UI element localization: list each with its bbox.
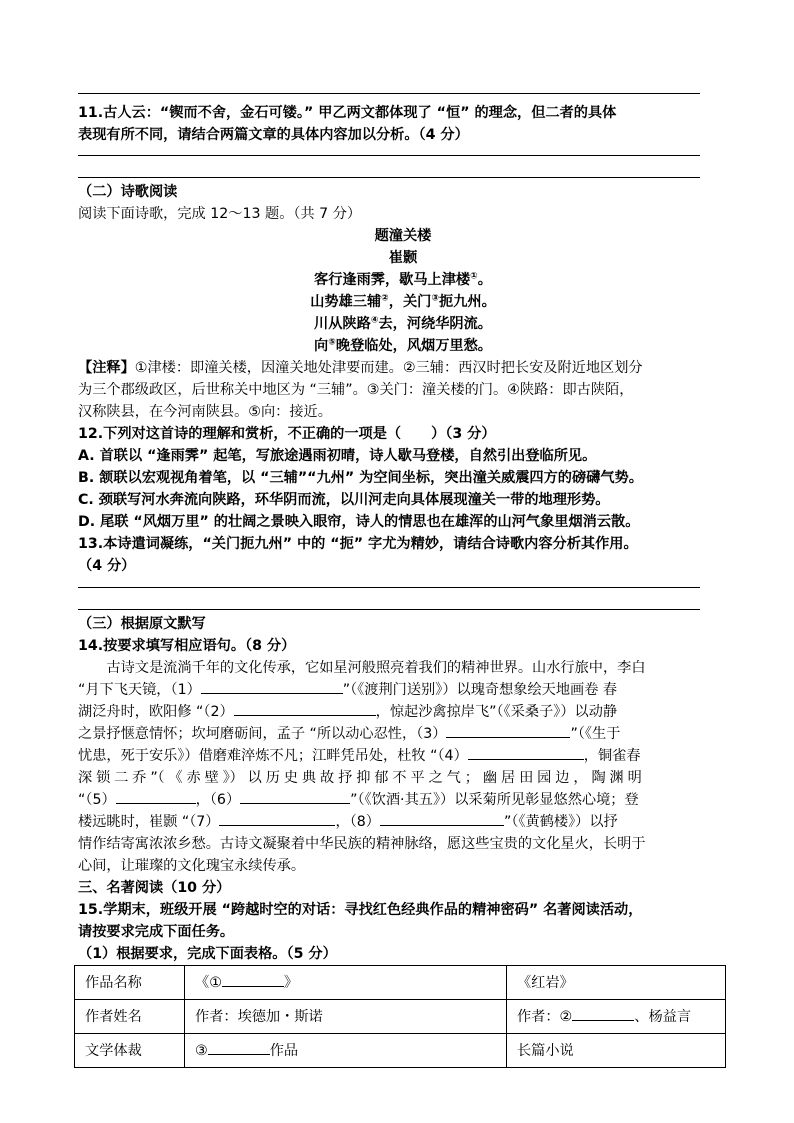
q12-option-c: C. 颈联写河水奔流向陕路，环华阴而流，以川河走向具体展现潼关一带的地理形势。 bbox=[78, 492, 610, 508]
poem-line: 客行逢雨霁，歇马上津楼①。 bbox=[314, 271, 492, 288]
q15-stem: 15.学期末，班级开展 “跨越时空的对话：寻找红色经典作品的精神密码” 名著阅读活动， bbox=[78, 902, 643, 918]
q14-passage: 深 锁 二 乔 ”（ 《 赤 壁 》） 以 历 史 典 故 抒 抑 郁 不 平 之 气 ； 幽 居 田 园 边 ， 陶 渊 明 bbox=[78, 770, 642, 786]
fill-blank-2[interactable] bbox=[234, 701, 376, 716]
poem-title: 题潼关楼 bbox=[374, 228, 432, 244]
poem-notes: 汉称陕县，在今河南陕县。⑤向：接近。 bbox=[78, 404, 332, 420]
answer-line bbox=[78, 609, 700, 610]
recite-section-title: （三）根据原文默写 bbox=[78, 616, 206, 632]
poem-notes: 为三个郡级政区，后世称关中地区为 “三辅”。③关门：潼关楼的门。④陕路：即古陕陌， bbox=[78, 382, 634, 398]
q15-sub1: （1）根据要求，完成下面表格。（5 分） bbox=[78, 946, 337, 962]
table-cell: 作者：② 、杨益言 bbox=[506, 1000, 725, 1034]
q11-stem: 表现有所不同，请结合两篇文章的具体内容加以分析。（4 分） bbox=[78, 127, 469, 143]
fill-blank-6[interactable] bbox=[240, 789, 350, 804]
q14-passage: “月下飞天镜，（1） ”（《渡荆门送别》）以瑰奇想象绘天地画卷 春 bbox=[78, 679, 728, 701]
fill-blank-5[interactable] bbox=[116, 789, 196, 804]
answer-line bbox=[78, 93, 700, 94]
poetry-instruction: 阅读下面诗歌，完成 12～13 题。（共 7 分） bbox=[78, 206, 362, 222]
fill-blank-4[interactable] bbox=[468, 745, 584, 760]
q14-passage: 忧患，死于安乐》）借磨难淬炼不凡；江畔凭吊处，杜牧 “（4） ，铜雀春 bbox=[78, 745, 728, 767]
q14-passage: “（5） ，（6） ”（《饮酒·其五》）以采菊所见彰显悠然心境；登 bbox=[78, 789, 728, 811]
poem-line: 川从陕路④去，河绕华阴流。 bbox=[314, 315, 492, 332]
answer-line bbox=[78, 177, 700, 178]
poem-author: 崔颢 bbox=[388, 250, 418, 266]
exam-page bbox=[78, 76, 728, 1068]
poem-line: 山势雄三辅②，关门③扼九州。 bbox=[310, 293, 496, 310]
poem-notes: 【注释】①津楼：即潼关楼，因潼关地处津要而建。②三辅：西汉时把长安及附近地区划分 bbox=[78, 360, 643, 376]
poetry-section-title: （二）诗歌阅读 bbox=[78, 184, 178, 200]
fill-blank-7[interactable] bbox=[219, 811, 335, 826]
table-row bbox=[75, 1000, 726, 1034]
q14-passage: 古诗文是流淌千年的文化传承，它如星河般照亮着我们的精神世界。山水行旅中，李白 bbox=[106, 660, 646, 676]
table-blank-1[interactable] bbox=[222, 972, 284, 987]
q13-stem: 13.本诗遣词凝练，“关门扼九州” 中的 “扼” 字尤为精妙，请结合诗歌内容分析其作用。 bbox=[78, 536, 638, 552]
q12-option-b: B. 颔联以宏观视角着笔，以 “三辅”“九州” 为空间坐标，突出潼关威震四方的磅礴气势。 bbox=[78, 470, 643, 486]
table-cell: ③ 作品 bbox=[185, 1034, 507, 1068]
table-cell: 作者：埃德加・斯诺 bbox=[185, 1000, 507, 1034]
table-cell: 文学体裁 bbox=[75, 1034, 185, 1068]
table-cell: 《① 》 bbox=[185, 966, 507, 1000]
q11-stem: 11.古人云：“锲而不舍，金石可镂。” 甲乙两文都体现了 “恒” 的理念，但二者的具体 bbox=[78, 105, 617, 121]
q14-passage: 湖泛舟时，欧阳修 “（2） ，惊起沙禽掠岸飞”（《采桑子》）以动静 bbox=[78, 701, 728, 723]
table-blank-3[interactable] bbox=[208, 1040, 270, 1055]
table-cell: 长篇小说 bbox=[506, 1034, 725, 1068]
q13-stem: （4 分） bbox=[78, 558, 136, 574]
table-row bbox=[75, 1034, 726, 1068]
table-cell: 《红岩》 bbox=[506, 966, 725, 1000]
books-section-title: 三、名著阅读（10 分） bbox=[78, 880, 231, 896]
q12-option-a: A. 首联以 “逢雨霁” 起笔，写旅途遇雨初晴，诗人歇马登楼，自然引出登临所见。 bbox=[78, 448, 597, 464]
q15-stem: 请按要求完成下面任务。 bbox=[78, 924, 235, 940]
q14-passage: 心间，让璀璨的文化瑰宝永续传承。 bbox=[78, 858, 306, 874]
books-table bbox=[74, 965, 726, 1068]
table-cell: 作品名称 bbox=[75, 966, 185, 1000]
answer-line bbox=[78, 155, 700, 156]
q12-stem: 12.下列对这首诗的理解和赏析，不正确的一项是（ ）（3 分） bbox=[78, 426, 496, 442]
q12-option-d: D. 尾联 “风烟万里” 的壮阔之景映入眼帘，诗人的情思也在雄浑的山河气象里烟消云散。 bbox=[78, 514, 640, 530]
fill-blank-3[interactable] bbox=[446, 723, 570, 738]
table-cell: 作者姓名 bbox=[75, 1000, 185, 1034]
q14-passage: 情作结寄寓浓浓乡愁。古诗文凝聚着中华民族的精神脉络，愿这些宝贵的文化星火，长明于 bbox=[78, 836, 646, 852]
q14-stem: 14.按要求填写相应语句。（8 分） bbox=[78, 638, 296, 654]
fill-blank-1[interactable] bbox=[201, 679, 343, 694]
fill-blank-8[interactable] bbox=[380, 811, 504, 826]
table-blank-2[interactable] bbox=[572, 1006, 634, 1021]
poem-line: 向⑤晚登临处，风烟万里愁。 bbox=[314, 337, 492, 354]
answer-line bbox=[78, 587, 700, 588]
q14-passage: 之景抒惬意情怀；坎坷磨砺间，孟子 “所以动心忍性，（3） ”（《生于 bbox=[78, 723, 728, 745]
table-row bbox=[75, 966, 726, 1000]
q14-passage: 楼远眺时，崔颢 “（7） ，（8） ”（《黄鹤楼》）以抒 bbox=[78, 811, 728, 833]
